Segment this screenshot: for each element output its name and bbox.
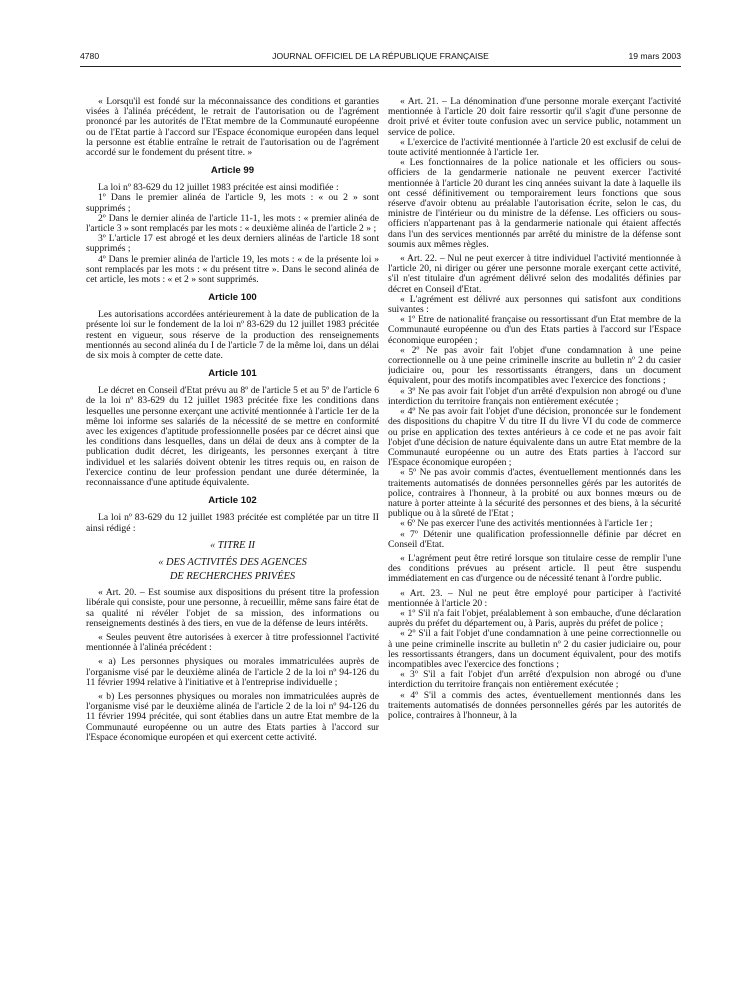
left-column [86, 97, 379, 977]
paragraph: « 4º S'il a commis des actes, éventuellement mentionnés dans les traitements automatisés de données personnelles gérés par les autorités de police, contraires à l'honneur, à la [388, 689, 681, 721]
paragraph: « 2º Ne pas avoir fait l'objet d'une condamnation à une peine correctionnelle ou à une peine criminelle inscrite au bulletin nº 2 du casier judiciaire ou, pour les ressortissants étrangers, dans un document équivalent, pour des motifs incompatibles avec l'exercice des fonctions ; [388, 344, 681, 387]
paragraph: « 3º S'il a fait l'objet d'un arrêté d'expulsion non abrogé ou d'une interdiction du territoire français non entièrement exécutée ; [388, 669, 681, 691]
paragraph: « 5º Ne pas avoir commis d'actes, éventuellement mentionnés dans les traitements automatisés de données personnelles gérés par les autorités de police, contraires à l'honneur, à la probité ou aux bonnes mœurs ou de nature à porter atteinte à la sécurité des personnes et des biens, à la sécurité publique ou à la sûreté de l'Etat ; [388, 467, 681, 520]
paragraph: « Art. 21. – La dénomination d'une personne morale exerçant l'activité mentionnée à l'article 20 doit faire ressortir qu'il s'agit d'une personne de droit privé et éviter toute confusion avec un service public, notamment un service de police. [388, 97, 681, 138]
paragraph: « 2º S'il a fait l'objet d'une condamnation à une peine correctionnelle ou à une peine criminelle inscrite au bulletin nº 2 du casier judiciaire ou, pour les ressortissants étrangers, dans un document équivalent, pour des motifs incompatibles avec l'exercice des fonctions ; [388, 628, 681, 670]
paragraph: « Seules peuvent être autorisées à exercer à titre professionnel l'activité mentionnée à l'alinéa précédent : [86, 632, 379, 654]
paragraph: « 1º S'il n'a fait l'objet, préalablement à son embauche, d'une déclaration auprès du préfet du département ou, à Paris, auprès du préfet de police ; [388, 607, 681, 630]
paragraph: « 6º Ne pas exercer l'une des activités mentionnées à l'article 1er ; [400, 518, 653, 530]
article-heading: Article 99 [210, 165, 255, 177]
paragraph: « b) Les personnes physiques ou morales non immatriculées auprès de l'organisme visé par le deuxième alinéa de l'article 2 de la loi nº 94-126 du 11 février 1994 précitée, qui sont établies dans un autre Etat membre de la Communauté européenne ou un autre des Etats parties à l'accord sur l'Espace économique européen et qui exercent cette activité. [86, 691, 379, 743]
paragraph: « Art. 20. – Est soumise aux dispositions du présent titre la profession libérale qui consiste, pour une personne, à recueillir, même sans faire état de sa qualité ni révéler l'objet de sa mission, des informations ou renseignements destinés à des tiers, en vue de la défense de leurs intérêts. [86, 587, 379, 629]
paragraph: « L'agrément peut être retiré lorsque son titulaire cesse de remplir l'une des conditions prévues au présent article. Il peut être suspendu immédiatement en cas d'urgence ou de nécessité tenant à l'ordre public. [388, 552, 681, 585]
titre-subheading: DE RECHERCHES PRIVÉES [169, 570, 296, 582]
header-rule [80, 66, 681, 67]
page-number: 4780 [80, 51, 100, 61]
paragraph: Les autorisations accordées antérieurement à la date de publication de la présente loi sur le fondement de la loi nº 83-629 du 12 juillet 1983 précitée restent en vigueur, sous réserve de la production des renseignements mentionnés au second alinéa du I de l'article 7 de la même loi, dans un délai de six mois à compter de cette date. [86, 309, 379, 362]
article-heading: Article 102 [208, 495, 257, 507]
paragraph: « 4º Ne pas avoir fait l'objet d'une décision, prononcée sur le fondement des dispositions du chapitre V du titre II du livre VI du code de commerce ou prise en application des textes antérieurs à ce code et ne pas avoir fait l'objet d'une décision de nature équivalente dans un autre Etat membre de la Communauté européenne ou un autre des Etats parties à l'accord sur l'Espace économique européen ; [388, 406, 681, 469]
paragraph: « Art. 22. – Nul ne peut exercer à titre individuel l'activité mentionnée à l'article 20, ni diriger ou gérer une personne morale exerçant cette activité, s'il n'est titulaire d'un agrément délivré selon des modalités définies par décret en Conseil d'Etat. [388, 253, 681, 295]
paragraph: « Les fonctionnaires de la police nationale et les officiers ou sous-officiers de la gendarmerie nationale ne peuvent exercer l'activité mentionnée à l'article 20 durant les cinq années suivant la date à laquelle ils ont cessé définitivement ou temporairement leurs fonctions que sous réserve d'avoir obtenu au préalable l'autorisation écrite, selon le cas, du ministre de l'intérieur ou du ministre de la défense. Les officiers ou sous-officiers n'appartenant pas à la gendarmerie nationale qui étaient affectés dans l'un des services mentionnés par arrêté du ministre de la défense sont soumis aux mêmes règles. [388, 157, 681, 250]
paragraph: La loi nº 83-629 du 12 juillet 1983 précitée est complétée par un titre II ainsi rédigé : [86, 512, 379, 534]
paragraph: « 3º Ne pas avoir fait l'objet d'un arrêté d'expulsion non abrogé ou d'une interdiction du territoire français non entièrement exécutée ; [388, 385, 681, 407]
paragraph: Le décret en Conseil d'Etat prévu au 8º de l'article 5 et au 5º de l'article 6 de la loi nº 83-629 du 12 juillet 1983 précitée fixe les conditions dans lesquelles une personne exerçant une activité mentionnée à l'article 1er de la même loi informe ses salariés de la nécessité de se mettre en conformité avec les exigences d'aptitude professionnelle posées par ce décret ainsi que les conditions dans lesquelles, dans un délai de deux ans à compter de la publication dudit décret, les dirigeants, les personnes exerçant à titre individuel et les salariés doivent obtenir les titres requis ou, en raison de l'exercice continu de leur profession pendant une durée déterminée, la reconnaissance d'une aptitude équivalente. [86, 385, 379, 489]
paragraph: La loi nº 83-629 du 12 juillet 1983 précitée est ainsi modifiée : [98, 182, 339, 194]
publication-date: 19 mars 2003 [628, 51, 681, 61]
paragraph: « L'agrément est délivré aux personnes qui satisfont aux conditions suivantes : [388, 293, 681, 316]
titre-subheading: « DES ACTIVITÉS DES AGENCES [158, 557, 307, 569]
paragraph: « 1º Etre de nationalité française ou ressortissant d'un Etat membre de la Communauté européenne ou d'un des Etats parties à l'accord sur l'Espace économique européen ; [388, 314, 681, 346]
paragraph: 4º Dans le premier alinéa de l'article 19, les mots : « de la présente loi » sont remplacés par les mots : « du présent titre ». Dans le second alinéa de cet article, les mots : « et 2 » sont supprimés. [86, 253, 379, 286]
running-header [80, 51, 681, 65]
journal-title: JOURNAL OFFICIEL DE LA RÉPUBLIQUE FRANÇAISE [272, 51, 489, 61]
paragraph: 2º Dans le dernier alinéa de l'article 11-1, les mots : « premier alinéa de l'article 3 » sont remplacés par les mots : « deuxième alinéa de l'article 2 » ; [86, 212, 379, 235]
right-column [388, 97, 681, 977]
titre-heading: « TITRE II [209, 539, 256, 551]
paragraph: « Lorsqu'il est fondé sur la méconnaissance des conditions et garanties visées à l'alinéa précédent, le retrait de l'autorisation ou de l'agrément prononcé par les autorités de l'Etat membre de la Communauté européenne ou de l'Etat partie à l'accord sur l'Espace économique européen dans lequel la personne est établie entraîne le retrait de l'autorisation ou de l'agrément accordé sur le fondement du présent titre. » [86, 97, 379, 159]
article-heading: Article 101 [208, 368, 257, 380]
article-heading: Article 100 [208, 292, 257, 304]
paragraph: « Art. 23. – Nul ne peut être employé pour participer à l'activité mentionnée à l'article 20 : [388, 587, 681, 609]
paragraph: 3º L'article 17 est abrogé et les deux derniers alinéas de l'article 18 sont supprimés ; [86, 233, 379, 255]
paragraph: « a) Les personnes physiques ou morales immatriculées auprès de l'organisme visé par le deuxième alinéa de l'article 2 de la loi nº 94-126 du 11 février 1994 relative à l'initiative et à l'entreprise individuelle ; [86, 656, 379, 688]
paragraph: « 7º Détenir une qualification professionnelle définie par décret en Conseil d'Etat. [388, 528, 681, 550]
paragraph: 1º Dans le premier alinéa de l'article 9, les mots : « ou 2 » sont supprimés ; [86, 192, 379, 214]
paragraph: « L'exercice de l'activité mentionnée à l'article 20 est exclusif de celui de toute activité mentionnée à l'article 1er. [388, 136, 681, 159]
